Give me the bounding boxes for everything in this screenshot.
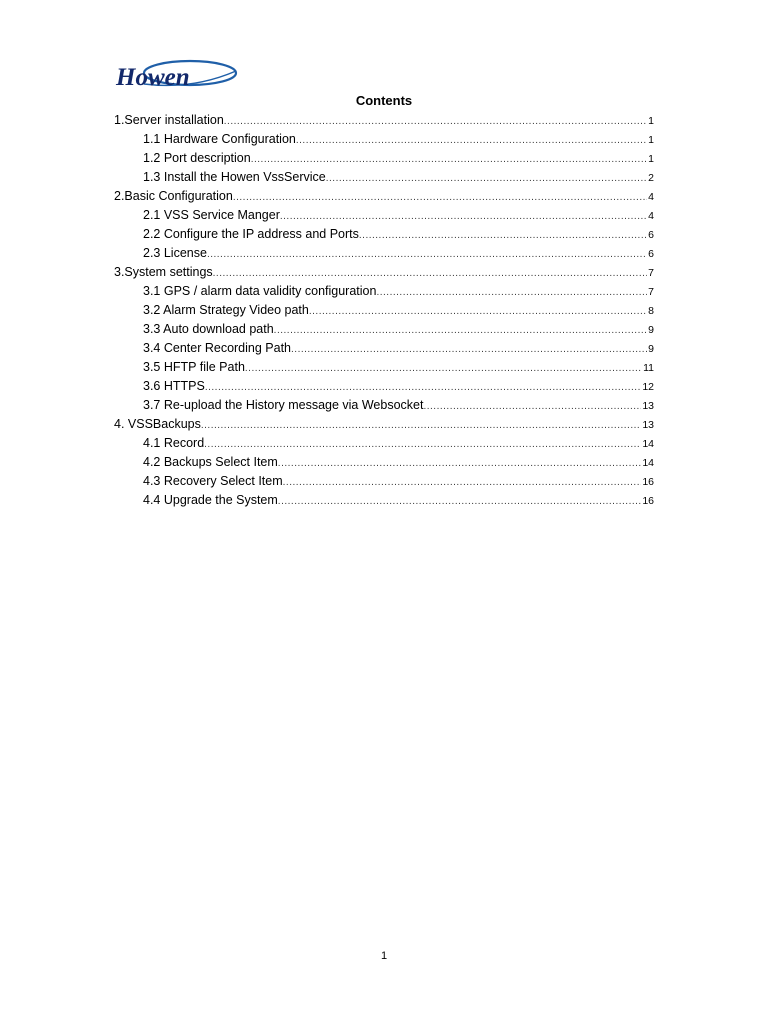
toc-entry-label: 1.3 Install the Howen VssService [143,170,326,184]
toc-dot-leader [278,492,642,511]
toc-dot-leader [376,283,647,302]
page-number: 1 [380,950,388,962]
toc-entry[interactable] [114,301,654,320]
toc-dot-leader [278,454,642,473]
toc-entry-label: 4.4 Upgrade the System [143,493,278,507]
toc-entry-page: 7 [648,267,654,279]
toc-dot-leader [245,359,642,378]
toc-entry[interactable] [114,130,654,149]
toc-dot-leader [283,473,642,492]
table-of-contents [114,111,654,510]
toc-entry-page: 14 [642,438,654,450]
toc-entry[interactable] [114,434,654,453]
toc-dot-leader [224,112,647,131]
toc-dot-leader [326,169,647,188]
toc-entry-label: 4.1 Record [143,436,205,450]
toc-entry-label: 2.Basic Configuration [114,189,233,203]
toc-entry-page: 14 [642,457,654,469]
toc-entry-label: 3.System settings [114,265,213,279]
toc-dot-leader [296,131,647,150]
toc-dot-leader [280,207,647,226]
toc-entry-label: 4. VSSBackups [114,417,201,431]
toc-entry-label: 3.4 Center Recording Path [143,341,292,355]
toc-entry-page: 16 [642,495,654,507]
toc-entry[interactable] [114,320,654,339]
toc-entry-label: 3.6 HTTPS [143,379,205,393]
toc-dot-leader [204,435,641,454]
toc-entry[interactable] [114,111,654,130]
toc-entry-label: 3.3 Auto download path [143,322,274,336]
toc-dot-leader [201,416,641,435]
toc-entry[interactable] [114,225,654,244]
toc-entry[interactable] [114,244,654,263]
toc-entry-page: 1 [648,115,654,127]
toc-entry-label: 3.1 GPS / alarm data validity configuration [143,284,377,298]
toc-entry-label: 1.2 Port description [143,151,251,165]
toc-entry[interactable] [114,339,654,358]
toc-entry-label: 4.3 Recovery Select Item [143,474,283,488]
toc-entry-page: 11 [643,362,654,374]
toc-dot-leader [274,321,647,340]
toc-entry-page: 13 [642,400,654,412]
toc-entry[interactable] [114,491,654,510]
toc-dot-leader [423,397,641,416]
toc-dot-leader [291,340,647,359]
toc-entry-page: 9 [648,324,654,336]
toc-entry-page: 4 [648,210,654,222]
toc-dot-leader [359,226,647,245]
toc-entry[interactable] [114,453,654,472]
toc-entry-page: 16 [642,476,654,488]
toc-dot-leader [205,378,641,397]
toc-entry-label: 3.7 Re-upload the History message via Websocket [143,398,424,412]
toc-entry-label: 4.2 Backups Select Item [143,455,278,469]
toc-entry-label: 2.3 License [143,246,207,260]
toc-entry-page: 9 [648,343,654,355]
toc-entry[interactable] [114,168,654,187]
toc-dot-leader [207,245,647,264]
toc-entry[interactable] [114,358,654,377]
toc-entry-page: 6 [648,248,654,260]
toc-dot-leader [213,264,648,283]
toc-entry[interactable] [114,282,654,301]
toc-entry-page: 2 [648,172,654,184]
toc-entry-label: 3.2 Alarm Strategy Video path [143,303,309,317]
toc-entry[interactable] [114,263,654,282]
howen-logo [114,54,240,94]
toc-entry-page: 1 [648,153,654,165]
toc-entry-page: 13 [642,419,654,431]
toc-entry-page: 4 [648,191,654,203]
toc-entry-label: 2.2 Configure the IP address and Ports [143,227,359,241]
toc-entry[interactable] [114,377,654,396]
toc-dot-leader [251,150,647,169]
toc-entry-label: 1.1 Hardware Configuration [143,132,296,146]
toc-entry-page: 1 [648,134,654,146]
toc-entry[interactable] [114,149,654,168]
toc-entry-page: 7 [648,286,654,298]
toc-entry-page: 12 [642,381,654,393]
toc-entry[interactable] [114,472,654,491]
toc-entry[interactable] [114,206,654,225]
toc-title: Contents [355,93,413,108]
toc-entry[interactable] [114,187,654,206]
toc-dot-leader [309,302,647,321]
toc-dot-leader [233,188,647,207]
toc-entry-label: 2.1 VSS Service Manger [143,208,280,222]
toc-entry-label: 1.Server installation [114,113,224,127]
logo-text: Howen [116,64,190,91]
toc-entry[interactable] [114,415,654,434]
toc-entry[interactable] [114,396,654,415]
toc-entry-page: 6 [648,229,654,241]
toc-entry-label: 3.5 HFTP file Path [143,360,245,374]
toc-entry-page: 8 [648,305,654,317]
